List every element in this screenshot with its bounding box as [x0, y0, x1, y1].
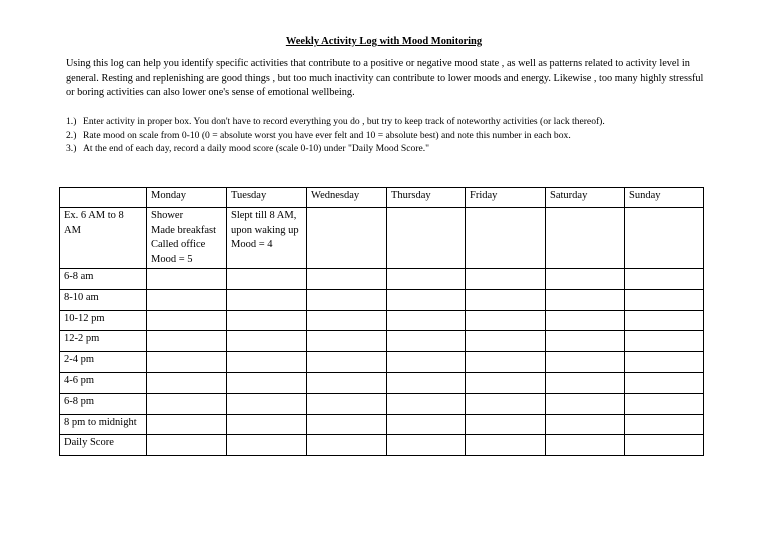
entry-cell[interactable]: [387, 435, 466, 456]
entry-cell[interactable]: [546, 310, 625, 331]
table-row: [60, 352, 704, 373]
entry-cell[interactable]: [387, 414, 466, 435]
entry-cell[interactable]: [147, 393, 227, 414]
example-entry: Mood = 5: [151, 253, 193, 265]
header-day-tuesday: Tuesday: [227, 188, 307, 208]
entry-cell[interactable]: [147, 289, 227, 310]
example-empty-cell[interactable]: [307, 208, 387, 269]
example-empty-cell[interactable]: [466, 208, 546, 269]
entry-cell[interactable]: [147, 414, 227, 435]
entry-cell[interactable]: [546, 393, 625, 414]
time-slot-label: 2-4 pm: [60, 352, 147, 373]
entry-cell[interactable]: [147, 352, 227, 373]
header-day-friday: Friday: [466, 188, 546, 208]
example-monday-cell: [147, 208, 227, 269]
entry-cell[interactable]: [147, 331, 227, 352]
entry-cell[interactable]: [227, 372, 307, 393]
entry-cell[interactable]: [546, 435, 625, 456]
entry-cell[interactable]: [307, 310, 387, 331]
header-corner-cell: [60, 188, 147, 208]
entry-cell[interactable]: [307, 269, 387, 290]
activity-log-table: [59, 187, 704, 456]
entry-cell[interactable]: [307, 393, 387, 414]
entry-cell[interactable]: [466, 331, 546, 352]
table-row: [60, 393, 704, 414]
table-header-row: [60, 188, 704, 208]
entry-cell[interactable]: [307, 331, 387, 352]
instruction-number: 2.): [66, 129, 77, 141]
entry-cell[interactable]: [387, 331, 466, 352]
entry-cell[interactable]: [625, 393, 704, 414]
entry-cell[interactable]: [227, 435, 307, 456]
time-slot-label: 8-10 am: [60, 289, 147, 310]
example-entry: upon waking up: [231, 224, 299, 236]
entry-cell[interactable]: [387, 269, 466, 290]
example-entry: Called office: [151, 239, 206, 250]
time-slot-label: 6-8 pm: [60, 393, 147, 414]
entry-cell[interactable]: [466, 414, 546, 435]
instruction-text: Enter activity in proper box. You don't have to record everything you do , but try to keep track of noteworthy activities (or lack thereof).: [83, 116, 605, 127]
time-slot-label: 6-8 am: [60, 269, 147, 290]
header-day-sunday: Sunday: [625, 188, 704, 208]
entry-cell[interactable]: [546, 352, 625, 373]
table-row: [60, 289, 704, 310]
entry-cell[interactable]: [466, 310, 546, 331]
table-row: [60, 435, 704, 456]
example-entry: Mood = 4: [231, 239, 273, 250]
entry-cell[interactable]: [387, 289, 466, 310]
entry-cell[interactable]: [307, 352, 387, 373]
entry-cell[interactable]: [227, 289, 307, 310]
header-day-saturday: Saturday: [546, 188, 625, 208]
entry-cell[interactable]: [387, 352, 466, 373]
entry-cell[interactable]: [307, 289, 387, 310]
time-slot-label: 10-12 pm: [60, 310, 147, 331]
time-slot-label: 8 pm to midnight: [60, 414, 147, 435]
instruction-item: [66, 129, 726, 143]
example-tuesday-cell: [227, 208, 307, 269]
table-row: [60, 372, 704, 393]
entry-cell[interactable]: [147, 372, 227, 393]
entry-cell[interactable]: [147, 310, 227, 331]
entry-cell[interactable]: [227, 310, 307, 331]
table-row: [60, 310, 704, 331]
entry-cell[interactable]: [625, 269, 704, 290]
document-title: Weekly Activity Log with Mood Monitoring: [285, 36, 483, 47]
entry-cell[interactable]: [227, 414, 307, 435]
example-label-cell: [60, 208, 147, 269]
instruction-item: [66, 142, 726, 156]
entry-cell[interactable]: [227, 331, 307, 352]
entry-cell[interactable]: [387, 372, 466, 393]
example-empty-cell[interactable]: [387, 208, 466, 269]
example-empty-cell[interactable]: [546, 208, 625, 269]
entry-cell[interactable]: [466, 435, 546, 456]
instruction-item: [66, 115, 726, 129]
header-day-monday: Monday: [147, 188, 227, 208]
entry-cell[interactable]: [466, 269, 546, 290]
instruction-text: At the end of each day, record a daily mood score (scale 0-10) under "Daily Mood Score.": [83, 143, 430, 154]
header-day-wednesday: Wednesday: [307, 188, 387, 208]
entry-cell[interactable]: [625, 310, 704, 331]
example-entry: Shower: [151, 210, 184, 221]
example-empty-cell[interactable]: [625, 208, 704, 269]
table-row: [60, 331, 704, 352]
example-entry: Made breakfast: [151, 224, 217, 236]
entry-cell[interactable]: [307, 414, 387, 435]
entry-cell[interactable]: [147, 435, 227, 456]
entry-cell[interactable]: [227, 393, 307, 414]
entry-cell[interactable]: [466, 372, 546, 393]
example-entry: Slept till 8 AM,: [231, 210, 297, 221]
entry-cell[interactable]: [387, 393, 466, 414]
entry-cell[interactable]: [546, 372, 625, 393]
time-slot-label: 12-2 pm: [60, 331, 147, 352]
entry-cell[interactable]: [625, 414, 704, 435]
time-slot-label: Daily Score: [60, 435, 147, 456]
entry-cell[interactable]: [387, 310, 466, 331]
instruction-number: 1.): [66, 116, 77, 127]
entry-cell[interactable]: [546, 289, 625, 310]
entry-cell[interactable]: [227, 269, 307, 290]
entry-cell[interactable]: [625, 372, 704, 393]
header-day-thursday: Thursday: [387, 188, 466, 208]
entry-cell[interactable]: [466, 289, 546, 310]
entry-cell[interactable]: [546, 331, 625, 352]
instruction-number: 3.): [66, 143, 77, 154]
instruction-text: Rate mood on scale from 0-10 (0 = absolute worst you have ever felt and 10 = absolute best) and note this number in each box.: [83, 129, 571, 141]
entry-cell[interactable]: [147, 269, 227, 290]
time-slot-label: 4-6 pm: [60, 372, 147, 393]
entry-cell[interactable]: [466, 352, 546, 373]
example-label: Ex. 6 AM to 8 AM: [64, 210, 124, 236]
entry-cell[interactable]: [546, 269, 625, 290]
entry-cell[interactable]: [227, 352, 307, 373]
entry-cell[interactable]: [625, 289, 704, 310]
entry-cell[interactable]: [466, 393, 546, 414]
entry-cell[interactable]: [546, 414, 625, 435]
table-row: [60, 414, 704, 435]
example-row: [60, 208, 704, 269]
entry-cell[interactable]: [625, 435, 704, 456]
entry-cell[interactable]: [307, 372, 387, 393]
table-row: [60, 269, 704, 290]
intro-paragraph: Using this log can help you identify specific activities that contribute to a positive or negative mood state , as well as patterns related to activity level in general. Resting and replenishing are good things , but too much inactivity can contribute to lower moods and energy. Likewise , too many highly stressful or boring activities can also lower one's sense of emotional wellbeing.: [66, 58, 704, 98]
instructions-list: [66, 115, 726, 156]
entry-cell[interactable]: [625, 352, 704, 373]
entry-cell[interactable]: [307, 435, 387, 456]
entry-cell[interactable]: [625, 331, 704, 352]
